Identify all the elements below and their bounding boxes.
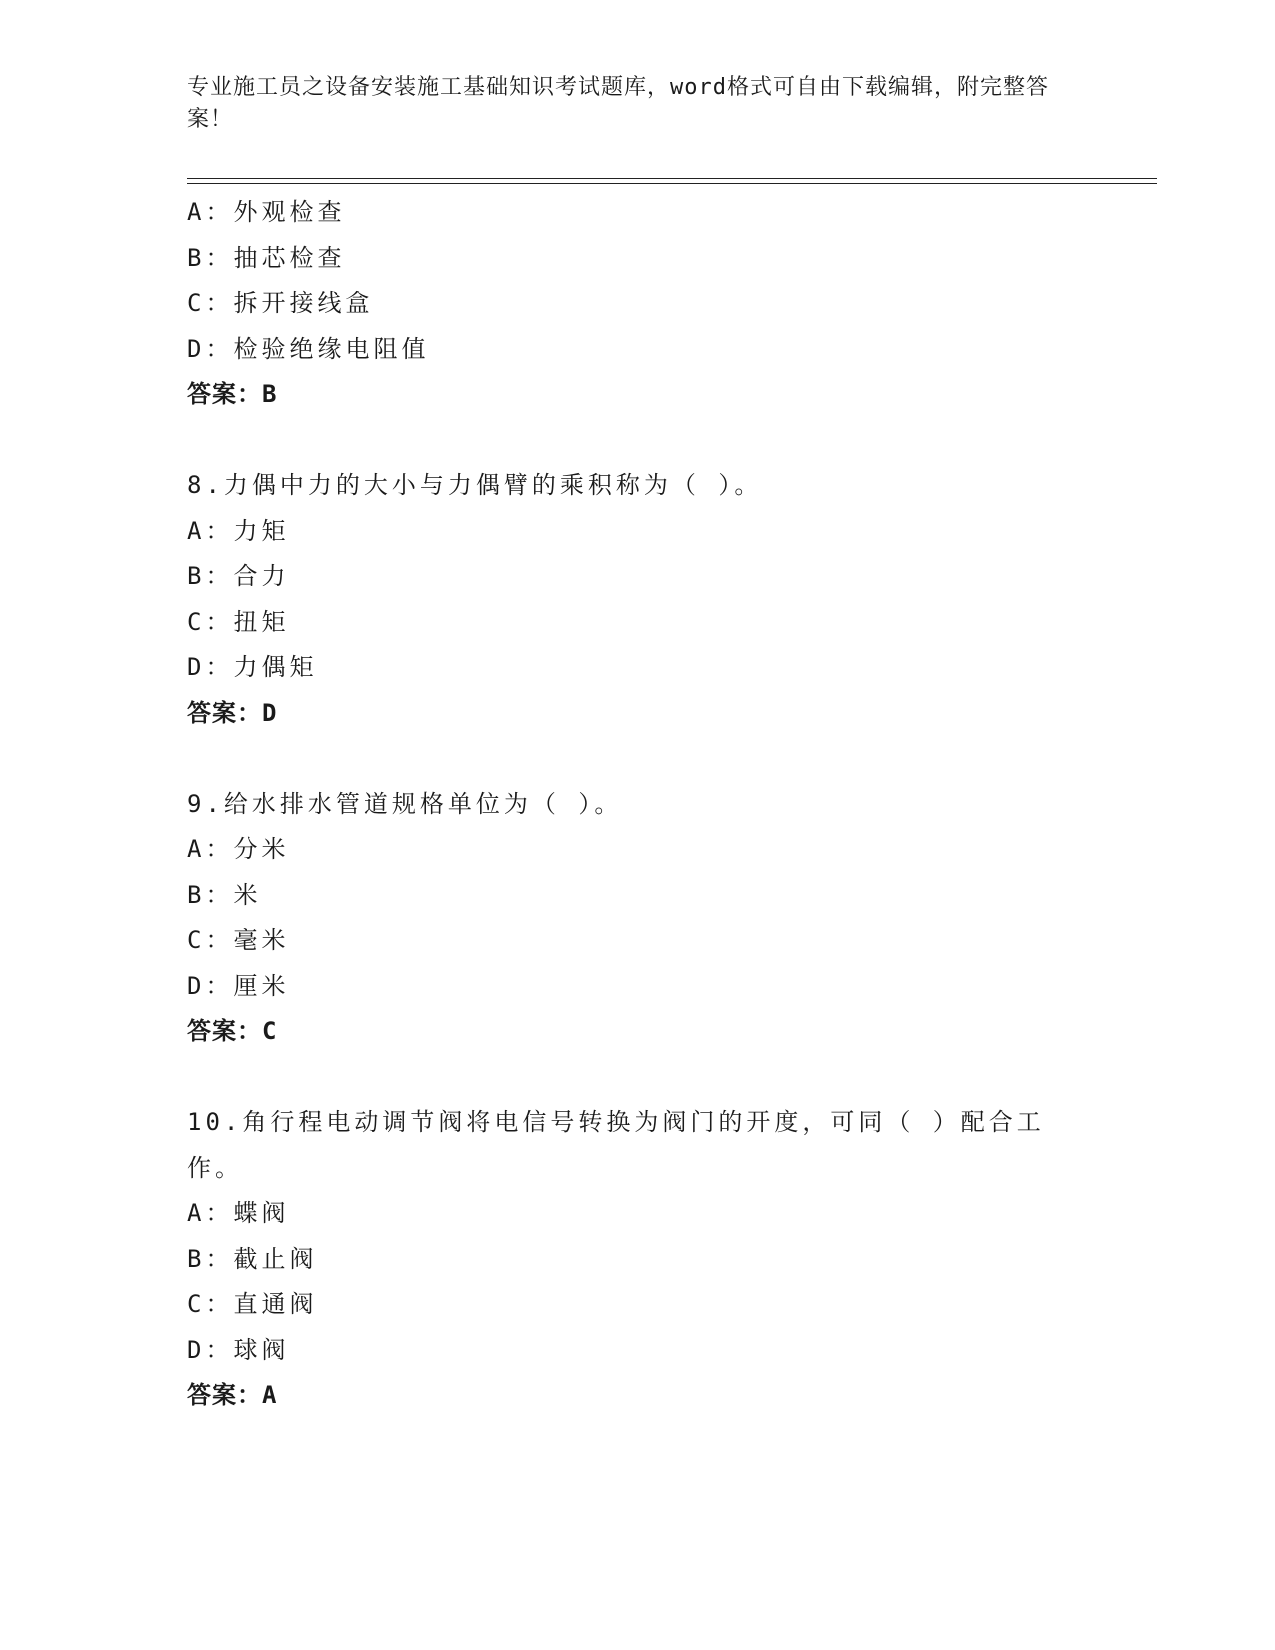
answer-line: 答案：D xyxy=(187,698,278,727)
option-c: C：拆开接线盒 xyxy=(187,289,374,317)
spacer xyxy=(187,736,1067,782)
option-a: A：蝶阀 xyxy=(187,1199,290,1227)
option-b: B：截止阀 xyxy=(187,1244,318,1273)
question-block-q7 xyxy=(187,190,1067,418)
option-c: C：毫米 xyxy=(187,926,290,954)
spacer xyxy=(187,418,1067,464)
option-d: D：厘米 xyxy=(187,971,290,1000)
option-a: A：分米 xyxy=(187,835,290,863)
option-d: D：球阀 xyxy=(187,1335,290,1364)
option-a: A：外观检查 xyxy=(187,198,346,226)
question-list xyxy=(187,190,1067,1419)
question-block-q10 xyxy=(187,1100,1067,1419)
answer-line: 答案：C xyxy=(187,1017,278,1045)
header-divider-top xyxy=(187,178,1157,179)
option-b: B：米 xyxy=(187,880,262,909)
question-text: 8.力偶中力的大小与力偶臂的乘积称为（ ）。 xyxy=(187,471,763,499)
option-d: D：检验绝缘电阻值 xyxy=(187,334,430,363)
question-block-q9 xyxy=(187,782,1067,1055)
answer-line: 答案：A xyxy=(187,1381,278,1409)
option-c: C：扭矩 xyxy=(187,607,290,636)
option-a: A：力矩 xyxy=(187,516,290,545)
answer-line: 答案：B xyxy=(187,380,278,408)
spacer xyxy=(187,1055,1067,1101)
question-text: 9.给水排水管道规格单位为（ ）。 xyxy=(187,789,623,818)
option-d: D：力偶矩 xyxy=(187,653,318,681)
option-b: B：合力 xyxy=(187,562,290,590)
question-text: 10.角行程电动调节阀将电信号转换为阀门的开度，可同（ ）配合工作。 xyxy=(187,1108,1045,1182)
document-header: 专业施工员之设备安装施工基础知识考试题库，word格式可自由下载编辑，附完整答案！ xyxy=(187,75,1049,132)
question-block-q8 xyxy=(187,463,1067,736)
option-c: C：直通阀 xyxy=(187,1290,318,1318)
option-b: B：抽芯检查 xyxy=(187,243,346,272)
header-divider-bottom xyxy=(187,183,1157,184)
